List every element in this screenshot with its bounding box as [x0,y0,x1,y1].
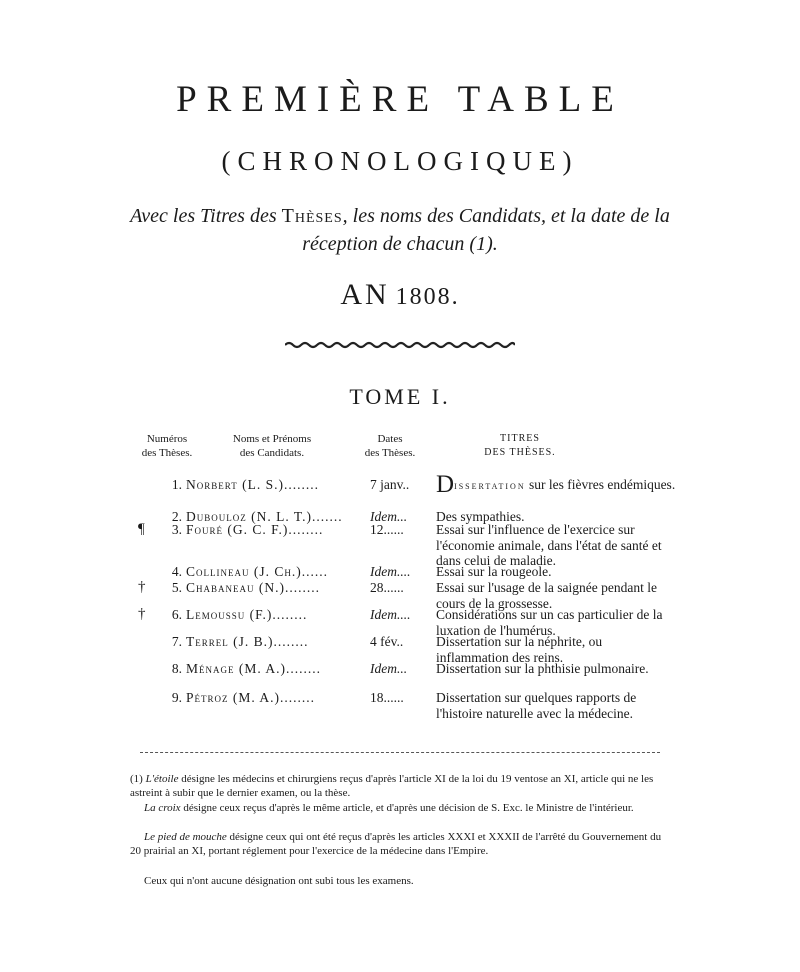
footnote-pilcrow [130,830,670,858]
footnote-cross-term: La croix [144,802,181,814]
entry-candidate-text: Ménage (M. A.)........ [186,661,321,676]
footnote-pilcrow-text: désigne ceux qui ont été reçus d'après les articles XXXI et XXXII de l'arrêté du Gouvernement du 20 prairial an XI, portant réglement pour l'exercice de la médecine dans l'Empire. [130,831,662,857]
entry-candidate-text: Fouré (G. C. F.)........ [186,522,324,537]
entry-candidate [186,522,323,538]
entry-candidate-text: Dubouloz (N. L. T.)....... [186,509,343,524]
entry-date: Idem.... [370,607,411,622]
year-number: 1808. [395,284,460,310]
entry-title: Essai sur la rougeole. [436,564,552,579]
entry-title-initial: D [436,471,455,498]
entry-date: 28...... [370,580,404,595]
entry-candidate-text: Lemoussu (F.)........ [186,607,308,622]
entry-number: 2. [171,509,182,524]
entry-date: 12...... [370,522,404,537]
subtitle-part-c: , les noms des Candidats, et la date de la réception de chacun (1). [302,205,670,255]
entry-date: Idem.... [370,564,411,579]
entry-candidate [186,477,319,493]
footnote-cross [130,801,670,815]
entry-candidate-text: Chabaneau (N.)........ [186,580,320,595]
sub-title: (CHRONOLOGIQUE) [221,146,579,176]
entry-title: Dissertation sur la phthisie pulmonaire. [436,661,649,676]
ornamental-rule [285,340,515,350]
col-header-title-a: TITRES [500,433,540,444]
year-an: AN [340,278,390,311]
footnote-pilcrow-term: Le pied de mouche [144,831,227,843]
col-header-name-b: des Candidats. [239,447,305,459]
entry-title: Dissertation sur quelques rapports de l'histoire naturelle avec la médecine. [436,690,637,721]
col-header-date-b: des Thèses. [364,447,416,459]
col-header-name-a: Noms et Prénoms [232,433,312,445]
subtitle-part-a: Avec les Titres des [130,205,282,227]
col-header-date [350,432,430,460]
entry-title: Considérations sur un cas particulier de la luxation de l'humérus. [436,607,663,638]
col-header-date-a: Dates [377,433,403,445]
footnote-separator [140,752,660,753]
entry-mark: † [138,606,146,622]
entry-title [436,471,676,498]
entry-date: Idem... [370,509,408,524]
entry-candidate-text: Pétroz (M. A.)........ [186,690,316,705]
entry-date: Idem... [370,661,408,676]
footnote-star [130,772,670,800]
entry-candidate-text: Collineau (J. Ch.)...... [186,564,328,579]
col-header-name [212,432,332,460]
main-title: PREMIÈRE TABLE [176,79,624,120]
entry-candidate [186,564,328,580]
entry-title: Des sympathies. [436,509,525,524]
entry-number: 9. [171,690,182,705]
entry-number: 4. [171,564,182,579]
col-header-title-b: DES THÈSES. [484,447,556,458]
col-header-title [470,432,570,460]
footnote-star-text: désigne les médecins et chirurgiens reçus d'après l'article XI de la loi du 19 ventose an XI, article qui ne les astreint à subir que le dernier examen, ou la thèse. [130,773,654,799]
entry-date: 7 janv.. [370,477,410,492]
entry-title-rest: sur les fièvres endémiques. [525,477,676,492]
entry-candidate [186,634,309,650]
entry-number: 1. [171,477,182,492]
col-header-number [132,432,202,460]
subtitle [130,202,670,258]
footnote-cross-text: désigne ceux reçus d'après le même article, et d'après une décision de S. Exc. le Ministre de l'intérieur. [180,802,634,814]
entry-number: 8. [171,661,182,676]
year-heading [0,278,800,312]
entry-title: Essai sur l'influence de l'exercice sur l'économie animale, dans l'état de santé et dans celui de maladie. [436,522,662,568]
entry-number: 5. [171,580,182,595]
entry-title-smallcaps: issertation [454,478,526,492]
entry-date: 4 fév.. [370,634,404,649]
entry-number: 7. [171,634,182,649]
entry-mark: ¶ [138,521,145,537]
col-header-number-b: des Thèses. [141,447,193,459]
entry-candidate [186,690,315,706]
entry-title: Dissertation sur la néphrite, ou inflammation des reins. [436,634,603,665]
col-header-number-a: Numéros [146,433,188,445]
footnote-number: (1) [130,773,146,785]
entry-date: 18...... [370,690,404,705]
footnote-none: Ceux qui n'ont aucune désignation ont subi tous les examens. [144,875,414,887]
entry-candidate-text: Norbert (L. S.)........ [186,477,319,492]
entry-candidate-text: Terrel (J. B.)........ [186,634,309,649]
subtitle-theses: Thèses [281,205,343,227]
entry-title: Essai sur l'usage de la saignée pendant le cours de la grossesse. [436,580,657,611]
entry-candidate [186,607,307,623]
tome-heading: TOME I. [349,384,451,409]
footnote-star-term: L'étoile [145,773,179,785]
entry-candidate [186,580,320,596]
entry-number: 3. [171,522,182,537]
entry-candidate [186,661,321,677]
entry-mark: † [138,579,146,595]
entry-number: 6. [171,607,182,622]
